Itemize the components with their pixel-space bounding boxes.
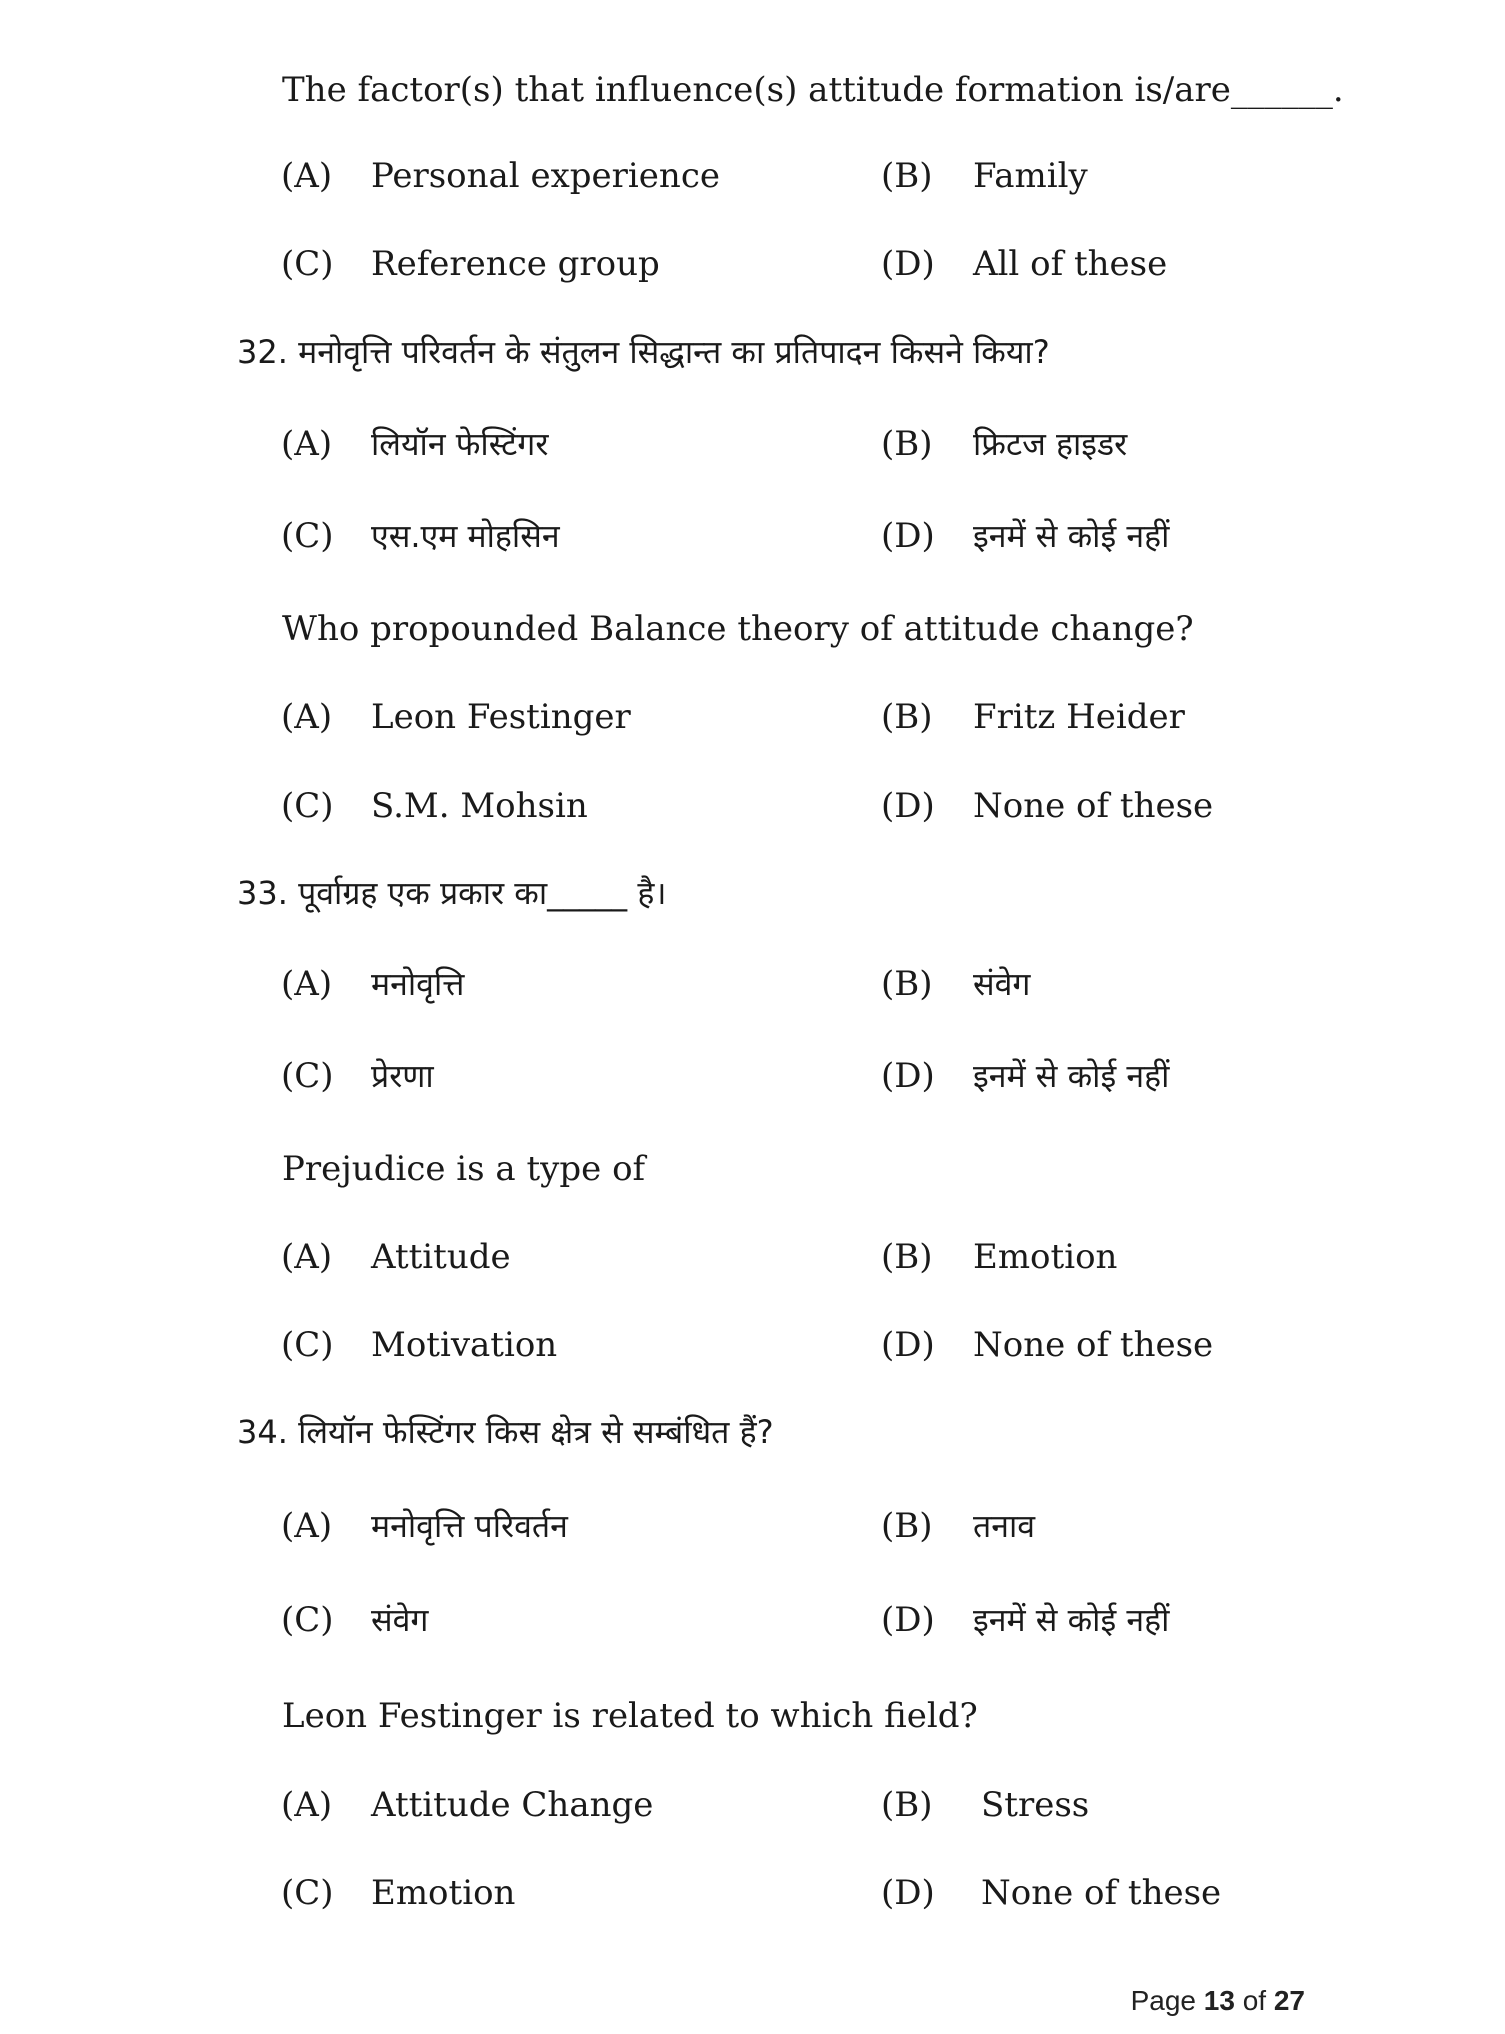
option-text: लियॉन फेस्टिंगर xyxy=(371,425,549,463)
question-text: 33. पूर्वाग्रह एक प्रकार का_____ है। xyxy=(237,874,667,912)
page-prefix: Page xyxy=(1130,1985,1204,2016)
option-letter: (A) xyxy=(281,1237,333,1277)
option-text: संवेग xyxy=(973,965,1031,1003)
option-letter: (D) xyxy=(881,244,935,284)
option-text: Reference group xyxy=(371,244,660,284)
option-text: Attitude Change xyxy=(371,1785,654,1825)
option-letter: (B) xyxy=(881,424,933,464)
current-page: 13 xyxy=(1203,1985,1235,2016)
option-letter: (B) xyxy=(881,156,933,196)
option-letter: (D) xyxy=(881,1600,935,1640)
option-text: इनमें से कोई नहीं xyxy=(973,1057,1170,1095)
option-text: All of these xyxy=(973,244,1168,284)
option-letter: (A) xyxy=(281,156,333,196)
option-text: Family xyxy=(973,156,1088,196)
option-letter: (B) xyxy=(881,1785,933,1825)
option-text: Attitude xyxy=(371,1237,511,1277)
option-text: इनमें से कोई नहीं xyxy=(973,1601,1170,1639)
option-text: None of these xyxy=(981,1873,1222,1913)
option-text: संवेग xyxy=(371,1601,429,1639)
option-letter: (B) xyxy=(881,964,933,1004)
option-letter: (A) xyxy=(281,1785,333,1825)
option-letter: (A) xyxy=(281,697,333,737)
option-letter: (A) xyxy=(281,424,333,464)
option-text: S.M. Mohsin xyxy=(371,786,588,826)
option-letter: (D) xyxy=(881,516,935,556)
page-middle: of xyxy=(1234,1985,1274,2016)
option-letter: (C) xyxy=(281,786,334,826)
option-text: Personal experience xyxy=(371,156,720,196)
question-text: Leon Festinger is related to which field? xyxy=(282,1696,978,1736)
option-text: Fritz Heider xyxy=(973,697,1185,737)
option-text: None of these xyxy=(973,1325,1214,1365)
option-text: इनमें से कोई नहीं xyxy=(973,517,1170,555)
option-text: मनोवृत्ति xyxy=(371,965,465,1003)
option-letter: (C) xyxy=(281,244,334,284)
option-text: तनाव xyxy=(973,1507,1036,1545)
option-letter: (B) xyxy=(881,697,933,737)
option-text: Motivation xyxy=(371,1325,558,1365)
option-letter: (C) xyxy=(281,1325,334,1365)
option-text: मनोवृत्ति परिवर्तन xyxy=(371,1507,568,1545)
option-letter: (A) xyxy=(281,1506,333,1546)
question-text: Prejudice is a type of xyxy=(282,1149,646,1189)
option-text: एस.एम मोहसिन xyxy=(371,517,560,555)
option-letter: (B) xyxy=(881,1506,933,1546)
option-text: प्रेरणा xyxy=(371,1057,434,1095)
option-letter: (A) xyxy=(281,964,333,1004)
question-text: 32. मनोवृत्ति परिवर्तन के संतुलन सिद्धान्त का प्रतिपादन किसने किया? xyxy=(237,333,1050,371)
total-pages: 27 xyxy=(1273,1985,1305,2016)
option-letter: (D) xyxy=(881,1325,935,1365)
question-text: The factor(s) that influence(s) attitude formation is/are______. xyxy=(282,70,1344,110)
option-letter: (D) xyxy=(881,786,935,826)
option-letter: (D) xyxy=(881,1873,935,1913)
option-letter: (C) xyxy=(281,1873,334,1913)
option-text: Leon Festinger xyxy=(371,697,631,737)
question-text: Who propounded Balance theory of attitude change? xyxy=(282,609,1194,649)
option-letter: (C) xyxy=(281,1600,334,1640)
option-text: फ्रिटज हाइडर xyxy=(973,425,1128,463)
option-text: Emotion xyxy=(973,1237,1118,1277)
option-text: None of these xyxy=(973,786,1214,826)
question-text: 34. लियॉन फेस्टिंगर किस क्षेत्र से सम्बंधित हैं? xyxy=(237,1413,774,1451)
option-text: Stress xyxy=(981,1785,1090,1825)
page-number xyxy=(1131,1984,1305,2018)
option-text: Emotion xyxy=(371,1873,516,1913)
option-letter: (D) xyxy=(881,1056,935,1096)
option-letter: (C) xyxy=(281,516,334,556)
option-letter: (C) xyxy=(281,1056,334,1096)
option-letter: (B) xyxy=(881,1237,933,1277)
